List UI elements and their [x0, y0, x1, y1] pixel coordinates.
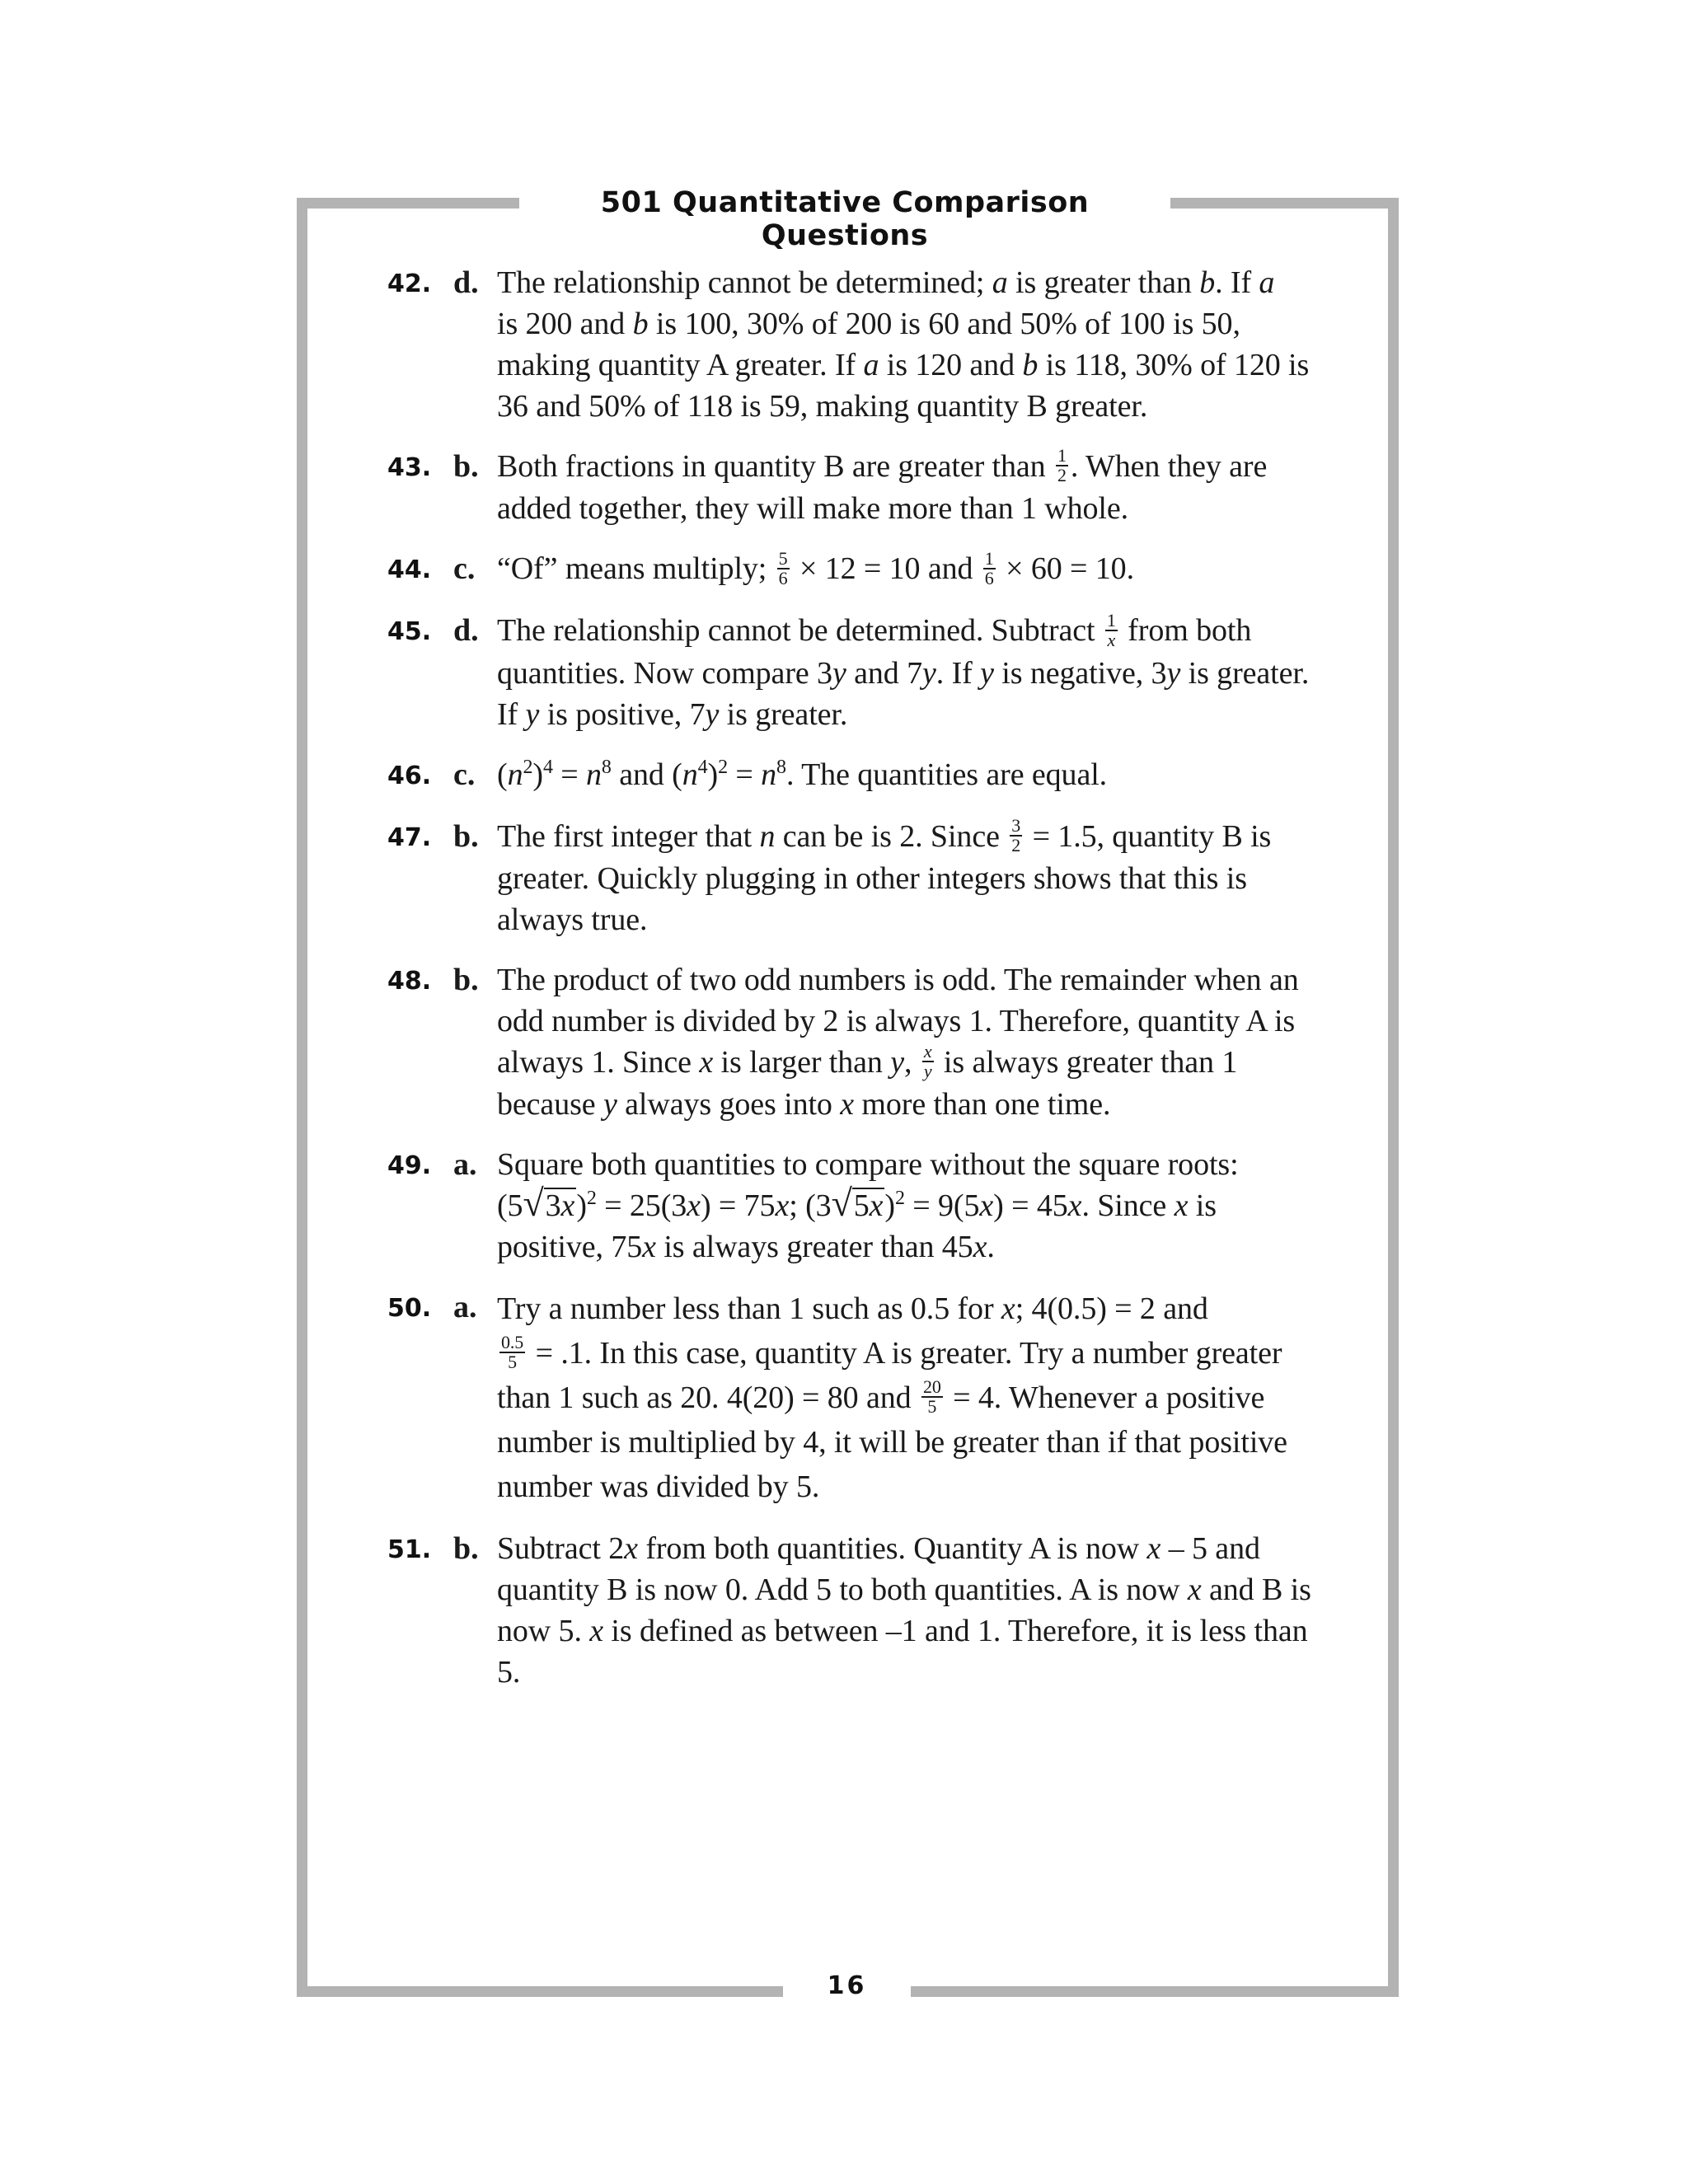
answer-45: [387, 610, 1327, 734]
answer-51: [387, 1528, 1327, 1693]
answer-number: 42.: [387, 269, 432, 298]
answer-number: 43.: [387, 453, 432, 482]
answer-number: 44.: [387, 555, 432, 585]
answer-letter: a.: [453, 1290, 477, 1325]
answer-49: [387, 1144, 1327, 1268]
fraction: $\frac{1}{6}$: [984, 547, 994, 588]
frame-left: [297, 198, 307, 1997]
fraction: $\frac{5}{6}$: [778, 547, 788, 588]
answer-number: 49.: [387, 1151, 432, 1181]
answer-letter: c.: [453, 757, 476, 792]
square-root-symbol: √: [831, 1182, 852, 1225]
answer-letter: b.: [453, 962, 479, 997]
frame-top-right: [1170, 198, 1399, 209]
fraction: $\frac{x}{y}$: [923, 1041, 932, 1082]
answer-46: [387, 754, 1327, 797]
answer-explanation: The relationship cannot be determined; a is greater than b. If a is 200 and b is 100, 30% of 200 is 60 and 50% of 100 is 50, making quantity A greater. If a is 120 and b is 118, 30% of 120 is 36 and 50% of 118 is 59, making quantity B greater.: [497, 265, 1310, 424]
answer-explanation: Both fractions in quantity B are greater than $\frac{1}{2}$ . When they are added together, they will make more than 1 whole.: [497, 445, 1268, 527]
answer-number: 46.: [387, 761, 432, 790]
answer-number: 48.: [387, 966, 432, 996]
fraction: $\frac{0.5}{5}$: [501, 1332, 524, 1373]
answer-44: [387, 548, 1327, 591]
fraction: $\frac{3}{2}$: [1011, 814, 1021, 855]
answer-number: 47.: [387, 823, 432, 852]
fraction: $\frac{1}{x}$: [1106, 609, 1116, 650]
answer-48: [387, 959, 1327, 1125]
answer-explanation: Try a number less than 1 such as 0.5 for x; 4(0.5) = 2 and $\frac{0.5}{5}$ = .1. In this case, quantity A is greater. Try a number greater than 1 such as 20. 4(20) = 80 and $\frac{20}{5}$ = 4. Whenever a positive number is multiplied by 4, it will be greater than if that positive number was divided by 5.: [497, 1291, 1287, 1505]
square-root-symbol: √: [523, 1182, 544, 1225]
frame-right: [1388, 198, 1399, 1997]
answer-letter: b.: [453, 818, 479, 854]
answer-list: [387, 262, 1327, 1712]
answer-43: [387, 446, 1327, 529]
answer-letter: b.: [453, 449, 479, 484]
answer-explanation: The relationship cannot be determined. Subtract $\frac{1}{x}$ from both quantities. Now compare 3y and 7y. If y is negative, 3y is greater. If y is positive, 7y is greater.: [497, 609, 1310, 732]
frame-bottom-left: [297, 1986, 783, 1997]
answer-letter: d.: [453, 613, 479, 649]
answer-explanation: The first integer that n can be is 2. Since $\frac{3}{2}$ = 1.5, quantity B is greater. Quickly plugging in other integers shows that this is always true.: [497, 814, 1272, 937]
answer-42: [387, 262, 1327, 427]
answer-explanation: Subtract 2x from both quantities. Quantity A is now x – 5 and quantity B is now 0. Add 5 to both quantities. A is now x and B is now 5. x is defined as between –1 and 1. Therefore, it is less than 5.: [497, 1531, 1311, 1690]
answer-number: 50.: [387, 1294, 432, 1324]
fraction: $\frac{20}{5}$: [922, 1376, 941, 1418]
fraction: $\frac{1}{2}$: [1057, 445, 1067, 486]
answer-number: 45.: [387, 617, 432, 647]
answer-letter: a.: [453, 1147, 477, 1183]
answer-50: [387, 1286, 1327, 1509]
answer-explanation: “Of” means multiply; $\frac{5}{6}$ × 12 = 10 and $\frac{1}{6}$ × 60 = 10.: [497, 547, 1134, 588]
frame-top-left: [297, 198, 519, 209]
answer-letter: c.: [453, 551, 476, 587]
answer-explanation: Square both quantities to compare without the square roots: $(5√3x)^2 = 25(3x) = 75x$; $(3√5x)^2 = 9(5x) = 45x$. Since x is positive, 75x is always greater than 45x.: [497, 1147, 1239, 1265]
answer-letter: b.: [453, 1531, 479, 1567]
answer-47: [387, 816, 1327, 940]
answer-number: 51.: [387, 1535, 432, 1565]
page-number: 16: [827, 1971, 867, 2000]
answer-explanation: The product of two odd numbers is odd. The remainder when an odd number is divided by 2 is always 1. Therefore, quantity A is always 1. Since x is larger than y, $\frac{x}{y}$ is always greater than 1 because y always goes into x more than one time.: [497, 962, 1299, 1122]
answer-letter: d.: [453, 265, 479, 300]
answer-explanation: $(n^2)^4 = n^8$ and $(n^4)^2 = n^8$. The quantities are equal.: [497, 756, 1108, 792]
frame-bottom-right: [911, 1986, 1399, 1997]
page-header-title: 501 Quantitative Comparison Questions: [600, 186, 1090, 252]
